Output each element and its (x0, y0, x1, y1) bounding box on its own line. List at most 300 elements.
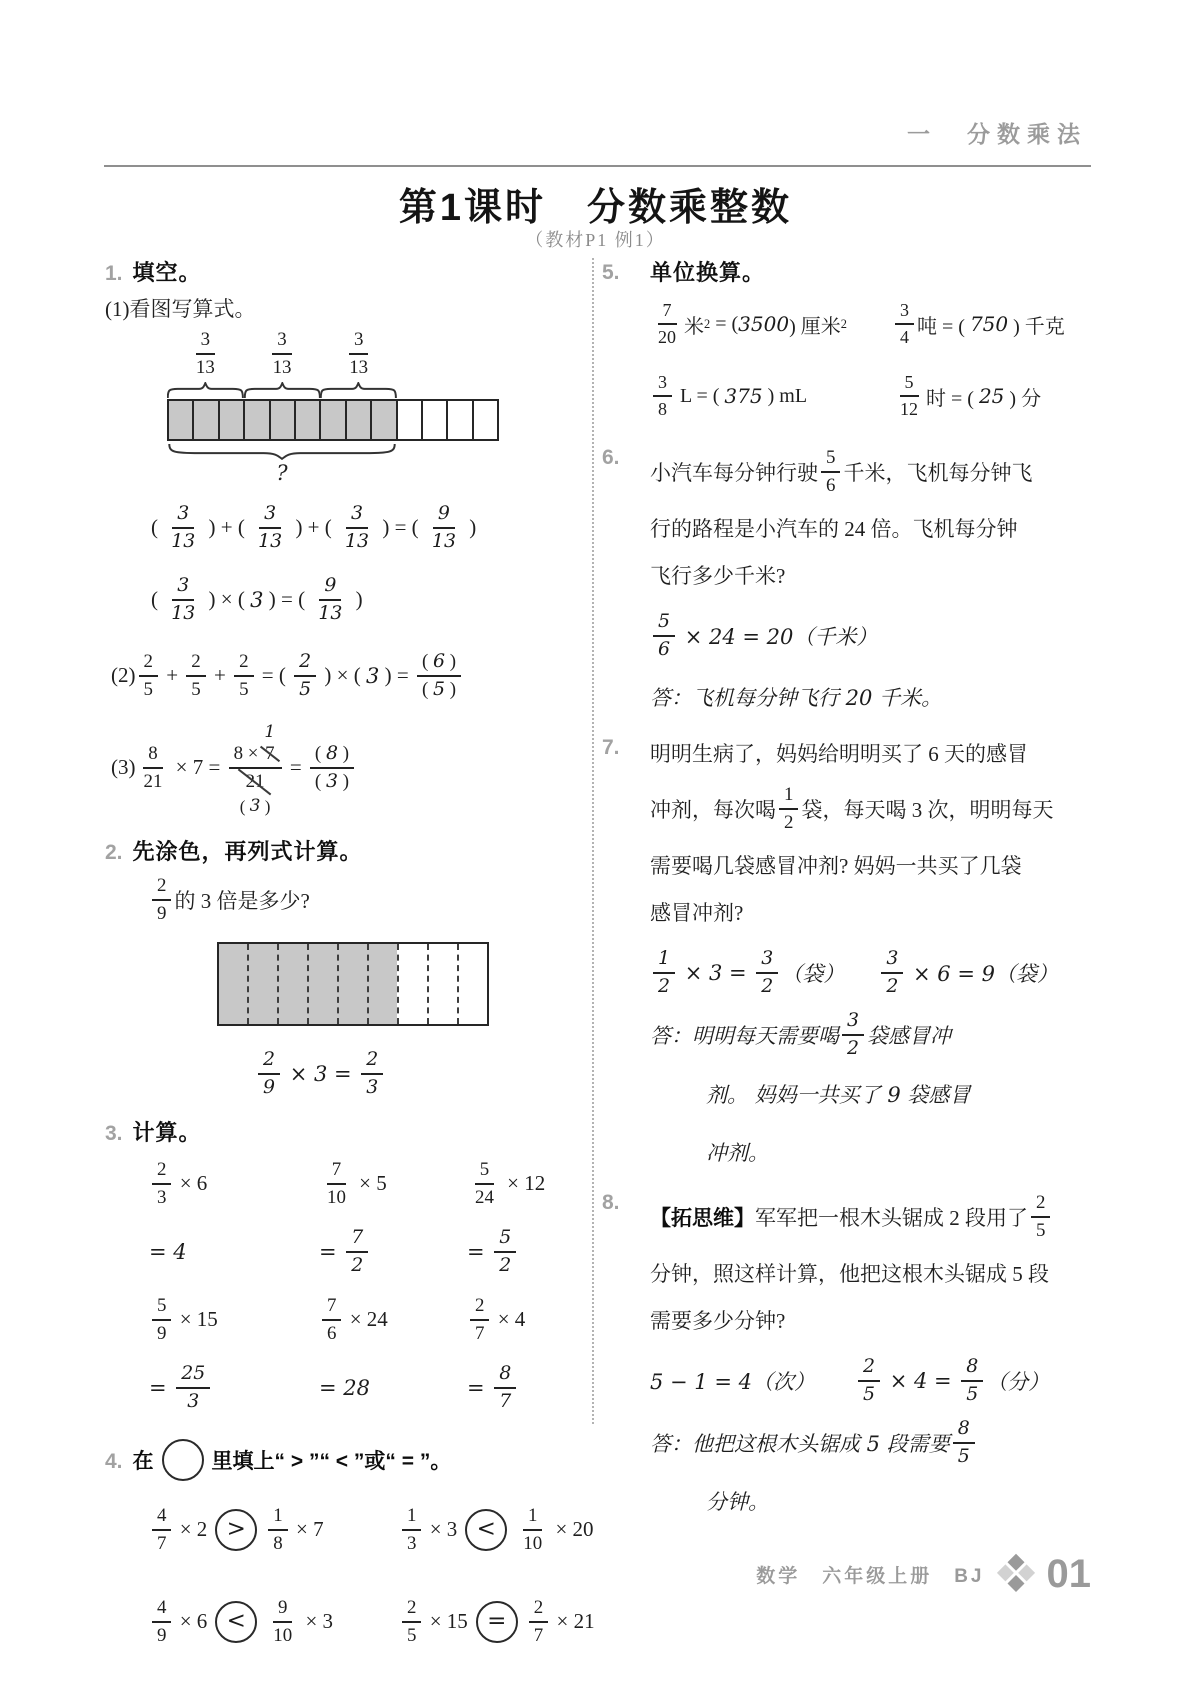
fraction (294, 651, 316, 701)
conversion-item (892, 293, 1088, 355)
text-token: 6 (327, 1322, 337, 1344)
fraction (653, 372, 672, 420)
problem-text (650, 731, 1088, 775)
text-token: × 2 (174, 1517, 208, 1542)
problem-2-answer (255, 1046, 587, 1102)
text-token: 5 (862, 1382, 876, 1405)
fraction-numerator (961, 1356, 983, 1382)
text-token: ( (421, 678, 433, 700)
problem-title (133, 1439, 452, 1481)
fraction-denominator (322, 1185, 351, 1209)
fraction (653, 611, 675, 661)
fraction-denominator (756, 974, 778, 998)
fraction (1031, 1192, 1050, 1242)
text-token: 5 (1036, 1219, 1046, 1241)
text-token: 2 (761, 975, 774, 997)
fraction-denominator (494, 1389, 516, 1413)
text-token: 13 (318, 601, 343, 624)
part-2-equation (111, 645, 587, 707)
text-token: 4 (157, 1504, 167, 1526)
bar-cell-empty (396, 401, 421, 439)
text-token: 吨 = ( (917, 315, 970, 338)
problem-title: 计算。 (132, 1119, 202, 1145)
fraction-denominator (268, 1531, 287, 1555)
text-token: 7 (499, 1389, 512, 1412)
text-token: 5 (239, 678, 249, 700)
handwritten-answer (467, 1351, 587, 1425)
comparison-item (149, 1487, 399, 1573)
text-token: 9 (278, 1596, 288, 1618)
answer-circle (476, 1601, 518, 1643)
text-token: ) (337, 742, 349, 764)
fraction (518, 1505, 547, 1555)
handwritten-text: 25 (978, 384, 1005, 408)
fraction (229, 721, 282, 816)
fraction (858, 1356, 880, 1406)
problem-4-heading (105, 1439, 587, 1481)
text-token: 7 (662, 300, 672, 321)
fraction (653, 948, 675, 998)
problem-text (650, 1251, 1088, 1295)
text-token: ) × ( (319, 663, 367, 688)
text-token: ) (463, 515, 477, 540)
fraction-denominator (322, 1321, 341, 1345)
text-token: 1 (273, 1504, 283, 1526)
fraction-denominator (186, 677, 205, 701)
problem-3 (105, 1116, 587, 1425)
fraction-numerator (361, 1049, 383, 1075)
text-token: ) = ( (263, 587, 311, 612)
text-token: 感冒冲剂? (650, 901, 744, 925)
fraction-denominator (961, 1382, 983, 1406)
fraction (346, 1227, 368, 1277)
fraction (779, 784, 798, 834)
text-token: 7 (157, 1532, 167, 1554)
fraction-denominator (344, 355, 373, 379)
handwritten-text: 5 − 1 = 4（次） (650, 1369, 815, 1394)
fraction-numerator (653, 948, 675, 974)
handwritten-answer-sentence (706, 1128, 1088, 1176)
text-token: 4 (157, 1596, 167, 1618)
comparison-grid (105, 1487, 595, 1665)
fraction-numerator (172, 503, 194, 529)
problem-number: 4. (105, 1449, 123, 1473)
fraction-denominator (494, 1253, 516, 1277)
circle-value: = (487, 1608, 507, 1635)
text-token: 2 (862, 1354, 876, 1377)
text-token: 13 (171, 601, 196, 624)
handwritten-text: （袋） (781, 962, 845, 986)
text-token: 9 (437, 501, 450, 524)
bar-cell-empty (421, 401, 446, 439)
problem-6 (602, 441, 1088, 721)
equation-addition (151, 499, 587, 557)
handwritten-text: = 28 (319, 1375, 370, 1400)
text-token: 5 (143, 678, 153, 700)
fraction (953, 1418, 975, 1468)
bold-tag: 【拓思维】 (650, 1206, 755, 1230)
cancel-note (239, 795, 271, 816)
fraction-denominator (821, 473, 840, 497)
fraction-numerator (319, 575, 341, 601)
text-token: ) (337, 770, 349, 792)
fraction (340, 503, 374, 553)
fraction-numerator (402, 1597, 421, 1623)
fraction-numerator (327, 1159, 346, 1185)
fraction-denominator (858, 1382, 880, 1406)
fraction (152, 1597, 171, 1647)
fraction-numerator (152, 875, 171, 901)
text-token: × 3 (300, 1609, 334, 1634)
text-token: 9 (324, 573, 337, 596)
diamond-cluster-icon (994, 1553, 1036, 1595)
text-token: 5 (957, 1444, 970, 1467)
problem-5 (602, 256, 1088, 427)
problem-number: 2. (105, 840, 123, 864)
fraction-numerator (953, 1418, 975, 1444)
fraction-denominator (529, 1623, 548, 1647)
fraction (322, 1295, 341, 1345)
text-token: = (284, 755, 307, 780)
fraction-numerator (234, 651, 253, 677)
handwritten-text: × 6 = 9（袋） (906, 962, 1058, 986)
brace-label (167, 329, 244, 379)
fraction-denominator (881, 974, 903, 998)
fraction-numerator (143, 743, 162, 769)
fraction-numerator (346, 1227, 368, 1253)
text-token: 5 (157, 1294, 167, 1316)
text-token: ) (260, 796, 271, 816)
fraction-numerator (152, 1295, 171, 1321)
text-token: (2) (111, 663, 136, 688)
bar-cell-shaded (243, 401, 268, 439)
text-token: 2 (351, 1253, 364, 1276)
fraction-denominator (191, 355, 220, 379)
circle-value: < (476, 1516, 496, 1543)
problem-text (650, 1298, 1088, 1342)
text-token: ) + ( (203, 515, 251, 540)
fraction-numerator (196, 329, 215, 355)
fraction (253, 503, 287, 553)
fraction (166, 503, 200, 553)
problem-2 (105, 835, 587, 1102)
fraction-denominator (234, 677, 253, 701)
text-token: 2 (366, 1047, 379, 1070)
problem-text (650, 441, 1088, 503)
fraction-numerator (258, 1049, 280, 1075)
text-token: ) mL (762, 384, 808, 407)
fraction (166, 575, 200, 625)
fraction (821, 447, 840, 497)
text-token: ) 厘米 (789, 315, 841, 338)
bar-cell-shaded (319, 401, 344, 439)
fraction-numerator (349, 329, 368, 355)
fraction (152, 875, 171, 925)
fraction (310, 743, 354, 793)
text-token: 3 (886, 947, 899, 970)
text-token: 2 (299, 649, 312, 672)
fraction-denominator (139, 769, 168, 793)
text-token: 3 (353, 329, 364, 350)
fraction (268, 1597, 297, 1647)
fraction-numerator (1031, 1192, 1050, 1218)
text-token: ( (151, 515, 164, 540)
fraction (139, 651, 158, 701)
text-token: 10 (273, 1624, 293, 1646)
fraction-denominator (152, 1623, 171, 1647)
conversion-item (650, 293, 892, 355)
handwritten-answer (319, 1351, 467, 1425)
fraction-numerator (172, 575, 194, 601)
handwritten-text: 冲剂。 (706, 1140, 769, 1165)
text-token: 2 (499, 1253, 512, 1276)
fraction-denominator (653, 637, 675, 661)
text-token: 2 (1036, 1191, 1046, 1213)
fraction-numerator (402, 1505, 421, 1531)
brace-icon (244, 382, 321, 398)
fraction-numerator (658, 300, 677, 325)
expression (319, 1289, 467, 1351)
unit-conversion-grid (650, 293, 1088, 427)
text-token: ( (314, 770, 326, 792)
fraction-numerator (842, 1010, 864, 1036)
problem-4 (105, 1439, 595, 1665)
brace-icon (320, 382, 397, 398)
bar-cell-shaded (345, 401, 370, 439)
fraction (756, 948, 778, 998)
fraction-denominator (653, 325, 681, 348)
problem-text (650, 843, 1088, 887)
text-token: 1 (528, 1504, 538, 1526)
fraction-numerator (523, 1505, 542, 1531)
fraction-numerator (653, 611, 675, 637)
text-token: 5 (433, 677, 446, 700)
text-token: ) = ( (377, 515, 424, 540)
fraction (653, 300, 681, 348)
fraction-numerator (322, 1295, 341, 1321)
fraction (529, 1597, 548, 1647)
text-token: 6 (658, 638, 671, 660)
brace-label (320, 329, 397, 379)
handwritten-text: 3 (366, 663, 380, 688)
text-token: (3) (111, 755, 136, 780)
fraction-numerator (346, 503, 368, 529)
text-token: × 15 (174, 1307, 218, 1332)
fraction (234, 651, 253, 701)
text-token: 7 (351, 1225, 364, 1248)
text-token: 需要喝几袋感冒冲剂? 妈妈一共买了几袋 (650, 854, 1022, 878)
fraction-numerator (494, 1363, 516, 1389)
text-token: × 20 (550, 1517, 594, 1542)
problem-number: 7. (602, 736, 620, 759)
handwritten-answer (149, 1215, 319, 1289)
fraction-denominator (239, 769, 272, 816)
brace-icon (167, 382, 244, 398)
text-token: 3 (407, 1532, 417, 1554)
text-token: ) (350, 587, 363, 612)
cancel-value: 21 (245, 770, 265, 792)
fraction (494, 1363, 516, 1413)
handwritten-text: = (467, 1239, 492, 1264)
fraction-denominator (152, 1321, 171, 1345)
fraction (402, 1597, 421, 1647)
text-token: 9 (263, 1075, 276, 1098)
handwritten-answer-sentence (650, 673, 1088, 721)
problem-number: 6. (602, 446, 620, 469)
top-braces-row (167, 382, 397, 398)
bar-cell-shaded (367, 944, 397, 1024)
problem-title: 单位换算。 (650, 260, 766, 285)
fraction (417, 651, 461, 701)
fraction-denominator (895, 325, 914, 348)
answer-circle (465, 1509, 507, 1551)
bottom-brace (167, 444, 397, 460)
superscript: 2 (840, 316, 847, 331)
fraction-denominator (402, 1623, 421, 1647)
fraction-denominator (953, 1444, 975, 1468)
circle-value: > (226, 1516, 246, 1543)
text-token: ( (421, 650, 433, 672)
text-token: 千米，飞机每分钟飞 (843, 461, 1033, 485)
text-token: 13 (195, 356, 215, 378)
cancelled-number (239, 770, 271, 816)
fraction (427, 503, 461, 553)
text-token: × 7 = (170, 755, 226, 780)
bold-tag: 里填上“ > ”“ < ”或“ = ”。 (211, 1449, 452, 1473)
text-token: 12 (900, 399, 918, 419)
text-token: L = ( (675, 384, 725, 407)
text-token: 3 (900, 300, 909, 321)
text-token: 3 (277, 329, 287, 350)
brace-icon (167, 444, 397, 460)
handwritten-text: 3500 (738, 312, 790, 336)
text-token: × 5 (353, 1171, 387, 1196)
fraction (186, 651, 205, 701)
bar-cell-shaded (218, 401, 243, 439)
text-token: 2 (407, 1596, 417, 1618)
problem-1-heading (105, 256, 587, 287)
text-token: × 3 (424, 1517, 458, 1542)
handwritten-text: × 3 = (678, 961, 754, 985)
fraction-numerator (881, 948, 903, 974)
text-token: 2 (886, 975, 899, 997)
fraction-denominator (470, 1321, 489, 1345)
comparison-item (399, 1487, 595, 1573)
text-token: 8 (957, 1416, 970, 1439)
conversion-item (892, 365, 1088, 427)
expression (149, 1153, 319, 1215)
text-token: ( (314, 742, 326, 764)
conversion-item (650, 365, 892, 427)
text-token: 4 (900, 327, 909, 347)
fraction-numerator (475, 1159, 494, 1185)
text-token: 明明生病了，妈妈给明明买了 6 天的感冒 (650, 742, 1028, 766)
fraction-denominator (152, 1531, 171, 1555)
fraction-numerator (268, 1505, 287, 1531)
fraction-denominator (139, 677, 158, 701)
fraction (152, 1295, 171, 1345)
fraction-numerator (273, 1597, 292, 1623)
text-token: ) = (379, 663, 414, 688)
text-token: 5 (658, 610, 671, 633)
text-token: 2 (784, 812, 794, 833)
problem-text (650, 553, 1088, 597)
cancel-note (264, 721, 276, 742)
fraction-numerator (259, 503, 281, 529)
page-number: 01 (1046, 1552, 1091, 1596)
text-token: 3 (187, 1389, 200, 1412)
answer-circle (215, 1509, 257, 1551)
text-token: 2 (157, 874, 167, 896)
superscript: 2 (704, 316, 711, 331)
fraction-denominator (258, 1075, 280, 1099)
text-token: 3 (351, 501, 364, 524)
text-token: 3 (200, 329, 211, 350)
fraction-numerator (272, 329, 291, 355)
fraction-numerator (152, 1597, 171, 1623)
text-token: 5 (407, 1624, 417, 1646)
text-token: 3 (177, 573, 190, 596)
problem-text (650, 778, 1088, 840)
text-token: 2 (658, 975, 671, 997)
text-token: ) 分 (1004, 387, 1042, 410)
answer-circle (215, 1601, 257, 1643)
text-token: 2 (533, 1596, 544, 1618)
bar-cell-shaded (277, 944, 307, 1024)
fraction-numerator (494, 1227, 516, 1253)
text-token: + (160, 663, 184, 688)
problem-number: 3. (105, 1121, 123, 1145)
text-token: ) (445, 650, 457, 672)
text-token: 5 (499, 1225, 512, 1248)
fraction (402, 1505, 421, 1555)
fraction (322, 1159, 351, 1209)
handwritten-solution (650, 605, 1088, 667)
calculation-grid (105, 1153, 587, 1425)
text-token: 7 (331, 1158, 342, 1180)
handwritten-text: 1 (264, 721, 276, 742)
handwritten-answer-sentence (706, 1070, 1088, 1118)
fraction (961, 1356, 983, 1406)
text-token: 2 (191, 650, 201, 672)
text-token: 分钟，照这样计算，他把这根木头锯成 5 段 (650, 1261, 1049, 1286)
problem-3-heading (105, 1116, 587, 1147)
bar-cell-shaded (294, 401, 319, 439)
part-3-equation (111, 721, 587, 816)
bar-cell-shaded (307, 944, 337, 1024)
expression (467, 1153, 587, 1215)
text-token: 需要多少分钟? (650, 1308, 786, 1333)
fraction-numerator (653, 372, 672, 397)
fraction-numerator (139, 651, 158, 677)
handwritten-text: 750 (969, 312, 1009, 336)
unit-header-label: 一 分数乘法 (907, 121, 1087, 147)
text-token: 8 (499, 1361, 512, 1384)
bar-cell-shaded (370, 401, 395, 439)
fraction-denominator (166, 529, 200, 553)
bar-cell-shaded (219, 944, 247, 1024)
text-token: 21 (143, 770, 163, 792)
text-token: 8 (658, 399, 667, 419)
fraction-numerator (229, 721, 282, 769)
fraction-denominator (895, 397, 923, 420)
text-token: ) × ( (203, 587, 251, 612)
text-token: 2 (263, 1047, 276, 1070)
fraction-denominator (470, 1185, 499, 1209)
text-token: 2 (143, 650, 153, 672)
fraction-denominator (361, 1075, 383, 1099)
text-token: ) (445, 678, 457, 700)
